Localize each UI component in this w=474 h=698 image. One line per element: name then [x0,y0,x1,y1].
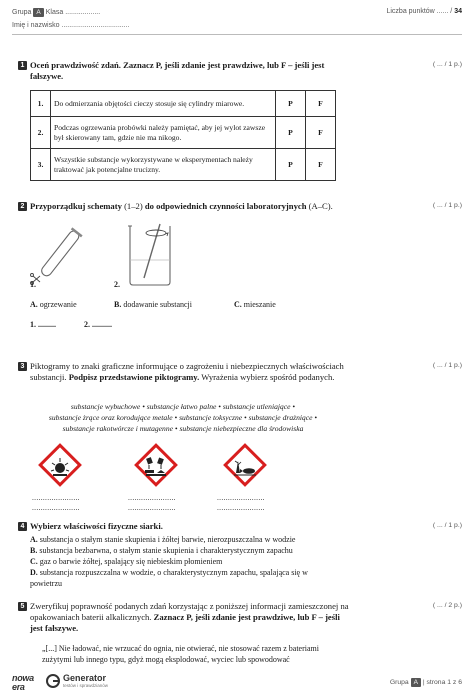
q5-quote-line-1: „[...] Nie ładować, nie wrzucać do ognia, nie otwierać, nie stosować razem z bateriami [42,644,319,653]
term-line-3: substancje rakotwórcze i mutagenne • substancje niebezpieczne dla środowiska [62,424,304,433]
q5-instruction [30,601,350,634]
term-line-2: substancje żrące oraz korodujące metale • substancje toksyczne • substancje drażniące • [48,413,318,422]
q2-text-c: do odpowiednich czynności laboratoryjnych [144,201,307,211]
row-number: 1. [31,91,51,117]
beaker-stir-icon [122,220,180,288]
true-option[interactable]: P [276,91,306,117]
q4-option-d-text: substancja rozpuszczalna w wodzie, o charakterystycznym zapachu, spalająca się w [39,568,308,577]
q4-option-a[interactable] [30,534,370,545]
q3-term-list [30,401,336,434]
points-label: Liczba punktów ...... / [386,8,453,15]
q4-option-b[interactable] [30,545,370,556]
class-label: Klasa [45,9,64,16]
q3-points: ( ... / 1 p.) [432,362,462,369]
q4-option-b-text: substancja bezbarwna, o stałym stanie skupienia i charakterystycznym zapachu [39,546,293,555]
generator-logo-icon [46,674,60,693]
pictogram-2-answer[interactable]: ...................... [128,493,176,502]
q4-instruction: Wybierz właściwości fizyczne siarki. [30,521,163,531]
q4-option-a-letter: A. [30,535,38,544]
false-option[interactable]: F [306,91,336,117]
exploding-bomb-pictogram [36,441,84,489]
row-number: 3. [31,149,51,181]
q4-option-c-text: gaz o barwie żółtej, spalający się niebieskim płomieniem [39,557,223,566]
q5-quote [42,643,362,665]
row-statement: Wszystkie substancje wykorzystywane w eksperymentach należy traktować jak potencjalne trucizny. [51,149,276,181]
row-number: 2. [31,117,51,149]
q3-text-end: Wyrażenia wybierz spośród podanych. [201,372,335,382]
q4-option-d-continuation: powietrzu [30,579,62,588]
footer-group-badge: A [411,678,421,687]
generator-subtitle: testów i sprawdzianów [63,683,109,688]
nowa-era-logo [12,674,70,694]
name-dots: ................................... [61,22,130,29]
footer-page-text: | strona 1 z 6 [422,679,462,686]
points-total-value: 34 [454,8,462,15]
q3-text-bold: Podpisz przedstawione piktogramy. [68,372,200,382]
q5-text-plain: Zweryfikuj poprawność podanych zdań korzystając z poniższej informacji zamieszczonej na opakowaniach baterii alkalicznych. [30,601,349,622]
option-b-letter: B. [114,300,122,309]
true-option[interactable]: P [276,117,306,149]
class-dots: .................. [65,9,101,16]
q4-option-d-letter: D. [30,568,38,577]
q2-text-b: (1–2) [124,201,143,211]
group-label: Grupa [12,9,32,16]
q4-option-c[interactable] [30,556,370,567]
option-c-text: mieszanie [243,300,276,309]
q2-points: ( ... / 1 p.) [432,202,462,209]
answer-1-field[interactable]: 1. ......... [30,320,56,329]
q1-instruction: Oceń prawdziwość zdań. Zaznacz P, jeśli zdanie jest prawdziwe, lub F – jeśli jest fałszywe. [30,60,325,81]
q4-option-c-letter: C. [30,557,38,566]
group-badge: A [33,8,43,17]
environment-hazard-pictogram [221,441,269,489]
nowa-era-logo-text: nowa era [12,673,34,692]
q1-points: ( ... / 1 p.) [432,61,462,68]
name-label: Imię i nazwisko [12,22,60,29]
generator-brand [63,673,108,689]
option-b [114,300,192,309]
question-number-5: 5 [18,602,27,611]
header-divider [12,34,462,35]
q2-instruction [30,201,370,212]
false-option[interactable]: F [306,149,336,181]
figure-2-label: 2. [114,280,120,289]
pictogram-2-answer-line-2[interactable]: ...................... [128,503,176,512]
question-number-3: 3 [18,362,27,371]
q5-points: ( ... / 2 p.) [432,602,462,609]
points-total [386,8,462,15]
pictogram-3-answer[interactable]: ...................... [217,493,265,502]
header-name [12,22,130,29]
pictogram-1-answer-line-2[interactable]: ...................... [32,503,80,512]
q2-text-d: (A–C). [308,201,333,211]
table-row [31,149,336,181]
option-a-letter: A. [30,300,38,309]
q4-options [30,534,370,589]
q4-points: ( ... / 1 p.) [432,522,462,529]
q3-text-plain: Piktogramy to znaki graficzne informujące o zagrożeniu i niebezpiecznych właściwościach substancji. [30,361,344,382]
q1-true-false-table [30,90,336,181]
q4-option-b-letter: B. [30,546,38,555]
table-row [31,91,336,117]
option-c-letter: C. [234,300,242,309]
row-statement: Do odmierzania objętości cieczy stosuje się cylindry miarowe. [51,91,276,117]
answer-2-field[interactable]: 2. .......... [84,320,112,329]
option-a-text: ogrzewanie [39,300,77,309]
option-c [234,300,276,309]
corrosion-pictogram [132,441,180,489]
pictogram-3-answer-line-2[interactable]: ...................... [217,503,265,512]
footer-group-label: Grupa [389,679,409,686]
header-group [12,8,100,17]
q4-option-a-text: substancja o stałym stanie skupienia i żółtej barwie, nierozpuszczalna w wodzie [39,535,296,544]
pictogram-1-answer[interactable]: ...................... [32,493,80,502]
generator-title: Generator [63,673,107,683]
q2-text-a: Przyporządkuj schematy [30,201,122,211]
q4-option-d[interactable] [30,567,370,578]
figure-1-label: 1. [30,280,36,289]
row-statement: Podczas ogrzewania probówki należy pamiętać, aby jej wylot zawsze był skierowany tam, gdzie nie ma nikogo. [51,117,276,149]
question-number-1: 1 [18,61,27,70]
table-row [31,117,336,149]
question-number-2: 2 [18,202,27,211]
question-number-4: 4 [18,522,27,531]
option-a [30,300,77,309]
q5-quote-line-2: zużytymi lub innego typu, gdyż mogą eksplodować, wyciec lub spowodować [42,655,290,664]
option-b-text: dodawanie substancji [123,300,192,309]
term-line-1: substancje wybuchowe • substancje łatwo palne • substancje utleniające • [70,402,296,411]
q3-instruction [30,361,350,383]
q5-text-bold: Zaznacz P, jeśli zdanie jest prawdziwe, lub F – jeśli jest fałszywe. [30,612,340,633]
tube-scissors-icon [28,224,90,286]
false-option[interactable]: F [306,117,336,149]
footer-page-info [390,678,462,687]
true-option[interactable]: P [276,149,306,181]
